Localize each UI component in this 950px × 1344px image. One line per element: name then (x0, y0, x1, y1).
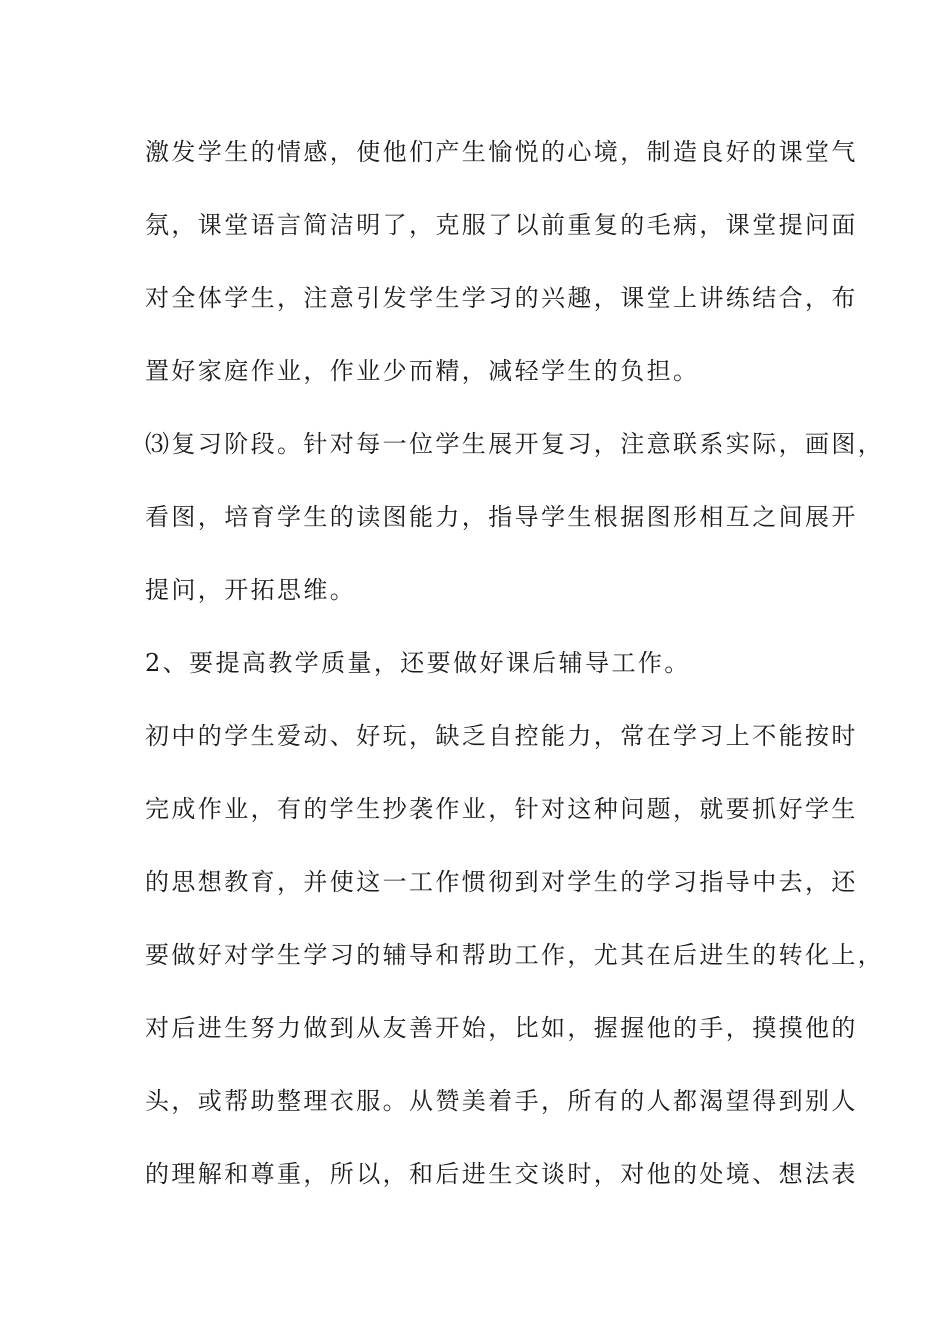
text-line: 置好家庭作业，作业少而精，减轻学生的负担。 (145, 357, 700, 385)
body-text (145, 128, 885, 1223)
text-line: 的理解和尊重，所以，和后进生交谈时，对他的处境、想法表 (145, 1160, 858, 1188)
text-line: ⑶复习阶段。针对每一位学生展开复习，注意联系实际，画图， (145, 430, 885, 458)
text-line: 氛，课堂语言简洁明了，克服了以前重复的毛病，课堂提问面 (145, 211, 858, 239)
text-line: 头，或帮助整理衣服。从赞美着手，所有的人都渴望得到别人 (145, 1087, 858, 1115)
text-line: 看图，培育学生的读图能力，指导学生根据图形相互之间展开 (145, 503, 858, 531)
text-line: 2、要提高教学质量，还要做好课后辅导工作。 (145, 649, 691, 677)
text-line: 完成作业，有的学生抄袭作业，针对这种问题，就要抓好学生 (145, 795, 858, 823)
text-line: 提问，开拓思维。 (145, 576, 357, 604)
text-line: 对全体学生，注意引发学生学习的兴趣，课堂上讲练结合，布 (145, 284, 858, 312)
text-line: 对后进生努力做到从友善开始，比如，握握他的手，摸摸他的 (145, 1014, 858, 1042)
text-line: 初中的学生爱动、好玩，缺乏自控能力，常在学习上不能按时 (145, 722, 858, 750)
text-line: 激发学生的情感，使他们产生愉悦的心境，制造良好的课堂气 (145, 138, 858, 166)
text-line: 要做好对学生学习的辅导和帮助工作，尤其在后进生的转化上， (145, 941, 885, 969)
text-line: 的思想教育，并使这一工作惯彻到对学生的学习指导中去，还 (145, 868, 858, 896)
